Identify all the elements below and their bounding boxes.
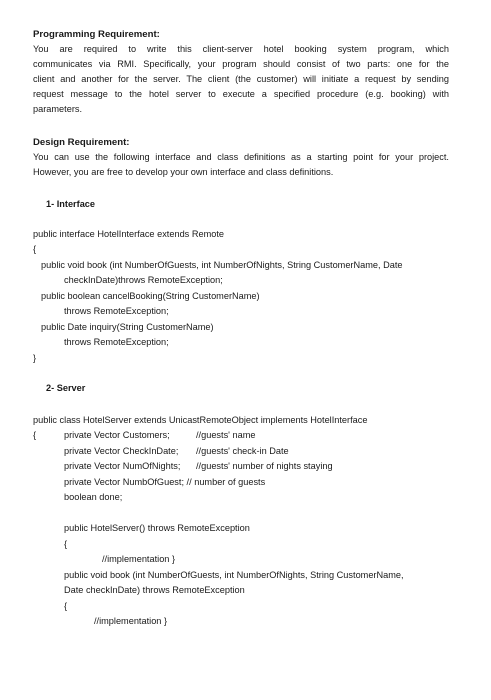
- code-brace: }: [33, 353, 37, 363]
- code-line: checkInDate)throws RemoteException;: [64, 275, 223, 285]
- code-comment: //implementation }: [94, 616, 168, 626]
- code-line: boolean done;: [64, 492, 123, 502]
- code-brace: {: [33, 430, 37, 440]
- programming-paragraph-line: client and another for the server. The client (the customer) will initiate a request by sending: [33, 74, 449, 84]
- code-line: public boolean cancelBooking(String CustomerName): [41, 291, 260, 301]
- code-line: public Date inquiry(String CustomerName): [41, 322, 214, 332]
- code-line: Date checkInDate) throws RemoteException: [64, 585, 245, 595]
- design-paragraph-line: However, you are free to develop your own interface and class definitions.: [33, 167, 334, 177]
- code-comment: //guests' number of nights staying: [196, 461, 333, 471]
- code-line: private Vector NumOfNights;: [64, 461, 181, 471]
- design-paragraph-line: You can use the following interface and class definitions as a starting point for your project.: [33, 152, 449, 162]
- code-line: private Vector CheckInDate;: [64, 446, 179, 456]
- code-line: public void book (int NumberOfGuests, int NumberOfNights, String CustomerName,: [64, 570, 404, 580]
- programming-paragraph-line: communicates via RMI. Specifically, your program should consist of two parts: one for the: [33, 59, 449, 69]
- code-comment: //guests' name: [196, 430, 256, 440]
- programming-paragraph-line: request message to the hotel server to execute a specified procedure (e.g. booking) with: [33, 89, 449, 99]
- code-line: throws RemoteException;: [64, 306, 169, 316]
- programming-paragraph-line: You are required to write this client-server hotel booking system program, which: [33, 44, 449, 54]
- interface-section-heading: 1- Interface: [46, 199, 96, 209]
- code-comment: //guests' check-in Date: [196, 446, 289, 456]
- programming-paragraph-line: parameters.: [33, 104, 83, 114]
- code-brace: {: [64, 539, 68, 549]
- code-comment: //implementation }: [102, 554, 176, 564]
- code-line: public void book (int NumberOfGuests, int NumberOfNights, String CustomerName, Date: [41, 260, 403, 270]
- code-line: private Vector NumbOfGuest; // number of guests: [64, 477, 266, 487]
- code-brace: {: [33, 244, 37, 254]
- server-section-heading: 2- Server: [46, 383, 86, 393]
- programming-requirement-heading: Programming Requirement:: [33, 29, 160, 40]
- code-brace: {: [64, 601, 68, 611]
- code-line: private Vector Customers;: [64, 430, 170, 440]
- code-line: public class HotelServer extends UnicastRemoteObject implements HotelInterface: [33, 415, 368, 425]
- code-line: throws RemoteException;: [64, 337, 169, 347]
- code-line: public interface HotelInterface extends Remote: [33, 229, 224, 239]
- design-requirement-heading: Design Requirement:: [33, 137, 130, 148]
- code-line: public HotelServer() throws RemoteException: [64, 523, 250, 533]
